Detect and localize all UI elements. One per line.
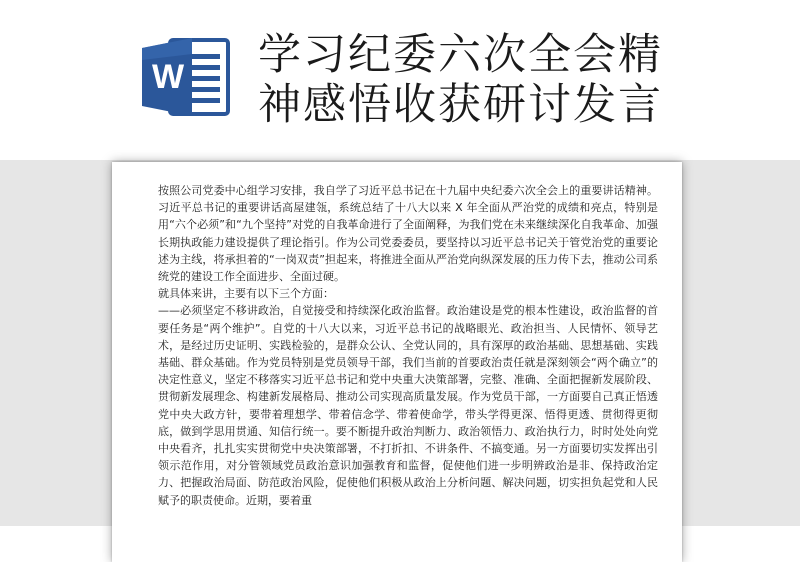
paragraph-political: ——必须坚定不移讲政治，自觉接受和持续深化政治监督。政治建设是党的根本性建设，政治监督的首要任务是“两个维护”。自党的十八大以来，习近平总书记的战略眼光、政治担当、人民情怀、领导艺术，是经过历史证明、实践检验的，是群众公认、全党认同的，具有深厚的政治基础、思想基础、实践基础、群众基础。作为党员特别是党员领导干部，我们当前的首要政治责任就是深刻领会“两个确立”的决定性意义，坚定不移落实习近平总书记和党中央重大决策部署，完整、准确、全面把握新发展阶段、贯彻新发展理念、构建新发展格局、推动公司实现高质量发展。作为党员干部，一方面要自己真正悟透党中央大政方针，要带着理想学、带着信念学、带着使命学，带头学得更深、悟得更透、贯彻得更彻底，做到学思用贯通、知信行统一。要不断提升政治判断力、政治领悟力、政治执行力，时时处处向党中央看齐，扎扎实实贯彻党中央决策部署，不打折扣、不讲条件、不搞变通。另一方面要切实发挥出引领示范作用，对分管领域党员政治意识加强教育和监督，促使他们进一步明辨政治是非、保持政治定力、把握政治局面、防范政治风险，促使他们积极从政治上分析问题、解决问题，切实担负起党和人民赋予的职责使命。近期，要着重: [158, 304, 658, 507]
document-page: [112, 162, 682, 562]
title-line-2: 神感悟收获研讨发言: [258, 80, 663, 130]
document-body: [158, 182, 658, 509]
title-banner: [0, 0, 800, 160]
paragraph-intro: 按照公司党委中心组学习安排，我自学了习近平总书记在十九届中央纪委六次全会上的重要讲话精神。习近平总书记的重要讲话高屋建瓴，系统总结了十八大以来 X 年全面从严治党的成绩和亮点，特别是用“六个必须”和“九个坚持”对党的自我革命进行了全面阐释，为我们党在未来继续深化自我革命、加强长期执政能力建设提供了理论指引。作为公司党委委员，要坚持以习近平总书记关于管党治党的重要论述为主线，将承担着的“一岗双责”担起来，将推进全面从严治党向纵深发展的压力传下去，推动公司系统党的建设工作全面进步、全面过硬。: [158, 184, 658, 284]
word-icon-letter: W: [151, 58, 185, 96]
paragraph-aspects: 就具体来讲，主要有以下三个方面：: [158, 287, 334, 301]
title-line-1: 学习纪委六次全会精: [258, 30, 663, 80]
word-document-icon: [140, 34, 232, 120]
document-title: [258, 30, 778, 130]
